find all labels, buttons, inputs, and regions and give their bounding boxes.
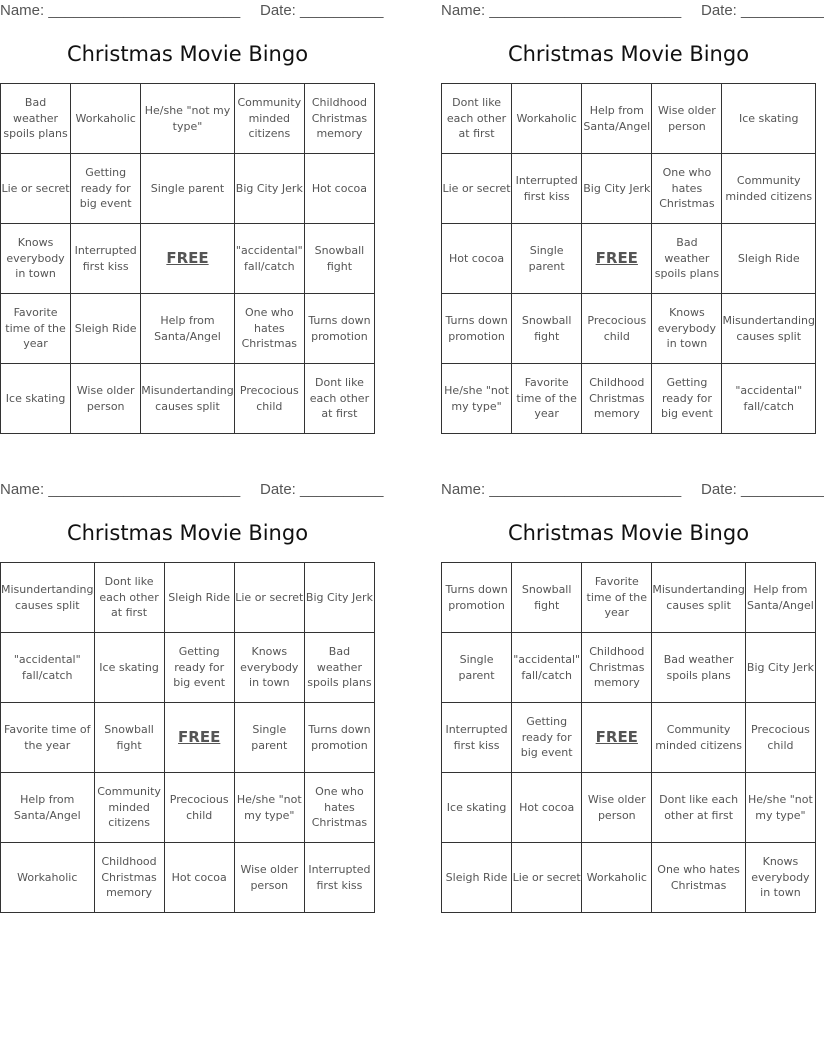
bingo-cell-text: Community minded citizens bbox=[97, 785, 161, 830]
bingo-cell bbox=[305, 633, 375, 703]
bingo-cell bbox=[722, 294, 816, 364]
bingo-cell-text: Single parent bbox=[458, 653, 495, 682]
bingo-cell-text: Big City Jerk bbox=[746, 660, 814, 674]
bingo-cell-text: Precocious child bbox=[239, 384, 299, 413]
bingo-cell bbox=[582, 773, 652, 843]
bingo-cell-text: Big City Jerk bbox=[305, 590, 373, 604]
bingo-cell bbox=[582, 843, 652, 913]
bingo-cell-text: Lie or secret bbox=[442, 181, 511, 195]
bingo-cell bbox=[582, 633, 652, 703]
bingo-grid bbox=[0, 562, 375, 913]
bingo-cell-text: Knows everybody in town bbox=[657, 306, 717, 351]
bingo-cell-text: Childhood Christmas memory bbox=[589, 376, 645, 421]
bingo-cell bbox=[1, 154, 71, 224]
name-field-label: Name: _______________________ bbox=[441, 481, 682, 498]
date-field-label: Date: __________ bbox=[701, 2, 824, 19]
bingo-cell-text: Sleigh Ride bbox=[737, 251, 800, 265]
bingo-cell bbox=[512, 633, 582, 703]
bingo-cell-text: Community minded citizens bbox=[237, 96, 302, 141]
bingo-cell bbox=[652, 703, 746, 773]
bingo-cell-text: Big City Jerk bbox=[583, 181, 651, 195]
bingo-cell-text: Bad weather spoils plans bbox=[3, 96, 68, 141]
bingo-cell bbox=[652, 773, 746, 843]
bingo-cell-text: Workaholic bbox=[75, 111, 136, 125]
bingo-cell bbox=[722, 154, 816, 224]
name-field-label: Name: _______________________ bbox=[0, 2, 241, 19]
bingo-cell-text: Snowball fight bbox=[104, 723, 154, 752]
bingo-cell-text: Turns down promotion bbox=[445, 583, 508, 612]
bingo-cell bbox=[442, 224, 512, 294]
bingo-cell-text: Help from Santa/Angel bbox=[583, 104, 651, 133]
bingo-cell bbox=[305, 703, 375, 773]
bingo-cell bbox=[141, 154, 235, 224]
bingo-cell bbox=[95, 703, 165, 773]
bingo-cell bbox=[71, 224, 141, 294]
bingo-cell bbox=[746, 633, 816, 703]
bingo-cell bbox=[95, 633, 165, 703]
bingo-cell-text: Sleigh Ride bbox=[168, 590, 231, 604]
bingo-cell bbox=[95, 843, 165, 913]
bingo-cell bbox=[722, 364, 816, 434]
bingo-cell bbox=[235, 84, 305, 154]
bingo-cell-text: Sleigh Ride bbox=[445, 870, 508, 884]
free-space-cell bbox=[582, 224, 652, 294]
bingo-cell-text: Lie or secret bbox=[235, 590, 304, 604]
bingo-cell bbox=[582, 154, 652, 224]
bingo-cell bbox=[1, 294, 71, 364]
bingo-cell-text: Dont like each other at first bbox=[659, 793, 739, 822]
bingo-cell bbox=[512, 154, 582, 224]
bingo-cell bbox=[71, 84, 141, 154]
bingo-cell bbox=[442, 633, 512, 703]
date-field-label: Date: __________ bbox=[701, 481, 824, 498]
bingo-cell-text: Childhood Christmas memory bbox=[589, 645, 645, 690]
bingo-cell-text: Wise older person bbox=[587, 793, 646, 822]
name-date-row bbox=[0, 481, 384, 499]
bingo-cell bbox=[235, 703, 305, 773]
bingo-cell-text: Snowball fight bbox=[521, 314, 572, 343]
card-title: Christmas Movie Bingo bbox=[66, 42, 309, 66]
bingo-cell-text: Favorite time of the year bbox=[5, 306, 66, 351]
bingo-cell bbox=[512, 294, 582, 364]
bingo-cell-text: Sleigh Ride bbox=[74, 321, 137, 335]
bingo-cell bbox=[71, 364, 141, 434]
bingo-cell-text: Knows everybody in town bbox=[751, 855, 810, 900]
bingo-cell-text: "accidental" fall/catch bbox=[735, 384, 803, 413]
bingo-cell bbox=[235, 154, 305, 224]
bingo-cell bbox=[1, 843, 95, 913]
bingo-cell bbox=[652, 843, 746, 913]
bingo-cell-text: Snowball fight bbox=[314, 244, 365, 273]
bingo-cell bbox=[165, 773, 235, 843]
bingo-cell-text: Interrupted first kiss bbox=[308, 863, 371, 892]
bingo-cell-text: Precocious child bbox=[751, 723, 810, 752]
bingo-cell bbox=[722, 224, 816, 294]
bingo-cell bbox=[1, 84, 71, 154]
bingo-cell-text: One who hates Christmas bbox=[241, 306, 298, 351]
bingo-cell bbox=[442, 563, 512, 633]
bingo-cell-text: Getting ready for big event bbox=[660, 376, 713, 421]
bingo-cell-text: He/she "not my type" bbox=[144, 104, 231, 133]
bingo-grid bbox=[0, 83, 375, 434]
bingo-cell-text: Bad weather spoils plans bbox=[654, 236, 720, 281]
bingo-cell bbox=[746, 703, 816, 773]
bingo-cell-text: He/she "not my type" bbox=[236, 793, 302, 822]
bingo-cell bbox=[512, 224, 582, 294]
bingo-cell bbox=[141, 364, 235, 434]
bingo-cell-text: Favorite time of the year bbox=[586, 575, 648, 620]
bingo-cell-text: Precocious child bbox=[169, 793, 229, 822]
bingo-cell-text: Getting ready for big event bbox=[79, 166, 132, 211]
bingo-cell bbox=[746, 563, 816, 633]
bingo-cell-text: One who hates Christmas bbox=[657, 863, 740, 892]
bingo-cell bbox=[582, 563, 652, 633]
bingo-cell-text: "accidental" fall/catch bbox=[513, 653, 581, 682]
bingo-cell bbox=[235, 843, 305, 913]
name-field-label: Name: _______________________ bbox=[441, 2, 682, 19]
bingo-cell-text: Bad weather spoils plans bbox=[663, 653, 734, 682]
bingo-cell bbox=[722, 84, 816, 154]
bingo-cell-text: One who hates Christmas bbox=[311, 785, 368, 830]
bingo-cell bbox=[141, 294, 235, 364]
card-title: Christmas Movie Bingo bbox=[507, 42, 750, 66]
bingo-cell-text: Misundertanding causes split bbox=[1, 583, 94, 612]
bingo-cell-text: Help from Santa/Angel bbox=[747, 583, 814, 612]
bingo-cell bbox=[442, 773, 512, 843]
bingo-cell-text: Childhood Christmas memory bbox=[101, 855, 157, 900]
bingo-cell-text: He/she "not my type" bbox=[748, 793, 813, 822]
bingo-cell-text: Help from Santa/Angel bbox=[13, 793, 81, 822]
bingo-cell bbox=[95, 773, 165, 843]
free-space-cell bbox=[165, 703, 235, 773]
bingo-cell bbox=[1, 364, 71, 434]
bingo-cell-text: Turns down promotion bbox=[445, 314, 508, 343]
bingo-cell bbox=[1, 563, 95, 633]
bingo-cell bbox=[1, 633, 95, 703]
bingo-cell bbox=[746, 773, 816, 843]
bingo-cell bbox=[165, 633, 235, 703]
card-title: Christmas Movie Bingo bbox=[507, 521, 750, 545]
bingo-cell-text: Ice skating bbox=[99, 660, 159, 674]
bingo-cell bbox=[141, 84, 235, 154]
bingo-cell bbox=[652, 154, 722, 224]
date-field-label: Date: __________ bbox=[260, 2, 384, 19]
bingo-cell bbox=[235, 294, 305, 364]
bingo-cell bbox=[1, 224, 71, 294]
bingo-cell bbox=[652, 294, 722, 364]
bingo-cell bbox=[746, 843, 816, 913]
bingo-cell-text: "accidental" fall/catch bbox=[13, 653, 81, 682]
free-space-label: FREE bbox=[595, 727, 638, 746]
bingo-cell-text: Workaholic bbox=[516, 111, 577, 125]
free-space-label: FREE bbox=[595, 248, 638, 267]
name-field-label: Name: _______________________ bbox=[0, 481, 241, 498]
bingo-cell bbox=[305, 84, 375, 154]
bingo-cell bbox=[71, 294, 141, 364]
bingo-cell-text: Favorite time of the year bbox=[4, 723, 91, 752]
bingo-cell-text: Misundertanding causes split bbox=[652, 583, 745, 612]
bingo-cell bbox=[442, 84, 512, 154]
bingo-cell-text: Dont like each other at first bbox=[99, 575, 159, 620]
bingo-cell-text: Interrupted first kiss bbox=[515, 174, 578, 203]
bingo-cell-text: Bad weather spoils plans bbox=[307, 645, 372, 690]
bingo-cell bbox=[71, 154, 141, 224]
bingo-cell bbox=[512, 843, 582, 913]
bingo-grid bbox=[441, 83, 816, 434]
bingo-cell bbox=[582, 294, 652, 364]
bingo-cell bbox=[442, 843, 512, 913]
bingo-cell-text: Knows everybody in town bbox=[240, 645, 299, 690]
bingo-cell-text: Workaholic bbox=[586, 870, 647, 884]
bingo-cell-text: Childhood Christmas memory bbox=[311, 96, 368, 141]
bingo-cell-text: Wise older person bbox=[76, 384, 135, 413]
bingo-cell bbox=[95, 563, 165, 633]
name-date-row bbox=[441, 481, 824, 499]
bingo-cell-text: Wise older person bbox=[240, 863, 299, 892]
bingo-cell bbox=[512, 364, 582, 434]
bingo-cell-text: Snowball fight bbox=[521, 583, 572, 612]
bingo-cell bbox=[1, 703, 95, 773]
bingo-cell bbox=[305, 563, 375, 633]
bingo-cell-text: Precocious child bbox=[587, 314, 647, 343]
bingo-cell-text: He/she "not my type" bbox=[444, 384, 509, 413]
bingo-cell-text: Big City Jerk bbox=[235, 181, 303, 195]
free-space-cell bbox=[582, 703, 652, 773]
bingo-cell bbox=[235, 224, 305, 294]
bingo-cell bbox=[512, 773, 582, 843]
bingo-cell bbox=[442, 154, 512, 224]
bingo-cell bbox=[305, 154, 375, 224]
free-space-label: FREE bbox=[178, 727, 221, 746]
bingo-cell-text: Community minded citizens bbox=[725, 174, 813, 203]
bingo-cell-text: Turns down promotion bbox=[308, 314, 371, 343]
bingo-cell-text: Dont like each other at first bbox=[309, 376, 370, 421]
bingo-cell bbox=[582, 364, 652, 434]
bingo-cell-text: Hot cocoa bbox=[519, 800, 575, 814]
bingo-cell bbox=[235, 563, 305, 633]
bingo-cell-text: Knows everybody in town bbox=[6, 236, 65, 281]
bingo-cell bbox=[165, 563, 235, 633]
bingo-cell-text: Interrupted first kiss bbox=[74, 244, 137, 273]
bingo-cell-text: Help from Santa/Angel bbox=[154, 314, 221, 343]
bingo-cell bbox=[512, 563, 582, 633]
bingo-cell bbox=[305, 843, 375, 913]
bingo-cell bbox=[305, 773, 375, 843]
bingo-grid bbox=[441, 562, 816, 913]
bingo-cell-text: Wise older person bbox=[658, 104, 716, 133]
bingo-cell bbox=[652, 224, 722, 294]
name-date-row bbox=[0, 2, 384, 20]
bingo-cell-text: Ice skating bbox=[446, 800, 507, 814]
bingo-cell bbox=[652, 633, 746, 703]
bingo-cell bbox=[305, 294, 375, 364]
card-title: Christmas Movie Bingo bbox=[66, 521, 309, 545]
name-date-row bbox=[441, 2, 824, 20]
bingo-cell-text: Community minded citizens bbox=[655, 723, 742, 752]
bingo-cell bbox=[235, 773, 305, 843]
bingo-cell bbox=[305, 364, 375, 434]
bingo-cell-text: One who hates Christmas bbox=[659, 166, 715, 211]
bingo-cell bbox=[165, 843, 235, 913]
bingo-cell bbox=[235, 633, 305, 703]
bingo-cell-text: Single parent bbox=[528, 244, 565, 273]
bingo-cell bbox=[512, 84, 582, 154]
bingo-cell-text: "accidental" fall/catch bbox=[235, 244, 303, 273]
bingo-cell bbox=[512, 703, 582, 773]
bingo-cell-text: Misundertanding causes split bbox=[722, 314, 815, 343]
bingo-cell-text: Lie or secret bbox=[1, 181, 70, 195]
bingo-cell-text: Ice skating bbox=[738, 111, 799, 125]
bingo-cell-text: Getting ready for big event bbox=[520, 715, 573, 760]
bingo-cell-text: Workaholic bbox=[17, 870, 78, 884]
bingo-cell bbox=[652, 563, 746, 633]
free-space-label: FREE bbox=[166, 248, 209, 267]
bingo-cell bbox=[1, 773, 95, 843]
bingo-cell-text: Turns down promotion bbox=[308, 723, 371, 752]
free-space-cell bbox=[141, 224, 235, 294]
bingo-cell-text: Misundertanding causes split bbox=[141, 384, 234, 413]
bingo-cell bbox=[652, 364, 722, 434]
bingo-cell bbox=[652, 84, 722, 154]
bingo-cell-text: Dont like each other at first bbox=[446, 96, 507, 141]
bingo-cell bbox=[442, 294, 512, 364]
bingo-cell bbox=[442, 703, 512, 773]
bingo-cell-text: Lie or secret bbox=[512, 870, 581, 884]
bingo-cell-text: Ice skating bbox=[5, 391, 66, 405]
bingo-cell bbox=[305, 224, 375, 294]
date-field-label: Date: __________ bbox=[260, 481, 384, 498]
bingo-cell bbox=[235, 364, 305, 434]
bingo-cell-text: Hot cocoa bbox=[171, 870, 227, 884]
bingo-cell-text: Single parent bbox=[251, 723, 288, 752]
bingo-cell-text: Getting ready for big event bbox=[173, 645, 226, 690]
bingo-cell-text: Hot cocoa bbox=[311, 181, 367, 195]
bingo-cell-text: Single parent bbox=[150, 181, 225, 195]
bingo-cell bbox=[442, 364, 512, 434]
bingo-cell-text: Favorite time of the year bbox=[516, 376, 577, 421]
bingo-cell-text: Hot cocoa bbox=[449, 251, 505, 265]
bingo-cell bbox=[582, 84, 652, 154]
bingo-cell-text: Interrupted first kiss bbox=[445, 723, 508, 752]
